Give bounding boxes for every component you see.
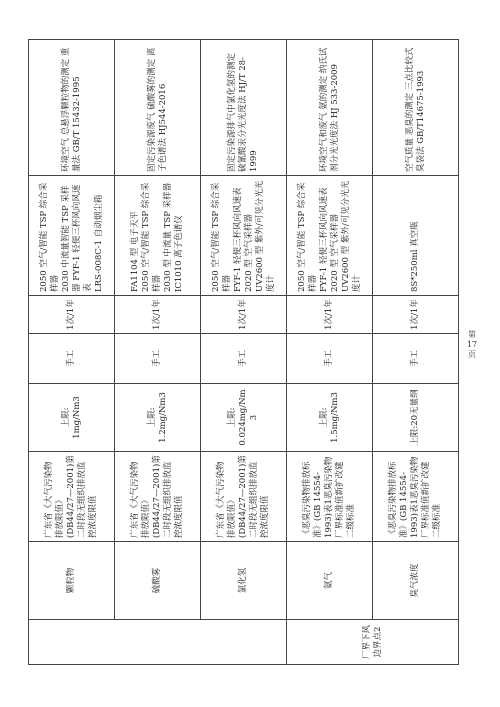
instrument-cell: 2050 空气/智能 TSP 综合采样器 FYF-1 轻便三杯风向风速表 2020 型 空气采样器 UV2600 型 紫外/可见分光光度计	[201, 176, 287, 296]
frequency-cell: 1次/1年	[115, 296, 201, 334]
frequency-cell: 1次/1年	[201, 296, 287, 334]
standard-cell: 《恶臭污染物排放标准》(GB 14554-1993)表1恶臭污染物厂界标准值新扩改建二级标准	[373, 452, 459, 542]
table-row	[29, 40, 115, 665]
limit-cell: 上限: 0.024mg/Nm3	[201, 384, 287, 452]
limit-cell: 上限:20无量纲	[373, 384, 459, 452]
rotated-table-container	[28, 40, 458, 665]
standard-cell: 《恶臭污染物排放标准》(GB 14554-1993)表1恶臭污染物厂界标准值新扩改建二级标准	[287, 452, 373, 542]
table-row	[373, 40, 459, 665]
location-cell: 厂界下风边界点2	[287, 620, 459, 665]
method-cell: 手工	[373, 334, 459, 384]
standard-cell: 广东省《大气污染物排放限值》(DB44/27—2001)第二时段无组织排放监控浓度限值	[201, 452, 287, 542]
frequency-cell: 1次/1年	[373, 296, 459, 334]
table-row	[201, 40, 287, 665]
analysis-cell: 固定污染源排气中氯化氢的测定 硫氰酸汞分光光度法 HJ/T 28-1999	[201, 40, 287, 176]
limit-cell: 上限: 1mg/Nm3	[29, 384, 115, 452]
table-row	[287, 40, 373, 665]
frequency-cell: 1次/1年	[29, 296, 115, 334]
item-cell: 氯化氢	[201, 542, 287, 620]
location-cell	[29, 620, 287, 665]
standard-cell: 广东省《大气污染物排放限值》(DB44/27—2001)第二时段无组织排放监控浓度限值	[115, 452, 201, 542]
instrument-cell: 2050 空气/智能 TSP 综合采样器 2030 中流量智能 TSP 采样器 FYF-1 轻便三杯风向风速表 LRS-008C-1 自动烟尘箱	[29, 176, 115, 296]
method-cell: 手工	[29, 334, 115, 384]
monitoring-table-page	[28, 40, 458, 665]
standard-cell: 广东省《大气污染物排放限值》(DB44/27—2001)第二时段无组织排放监控浓度限值	[29, 452, 115, 542]
instrument-cell: 2050 空气/智能 TSP 综合采样器 FYF-1 轻便三杯风向风速表 2020 型 空气采样器 UV2600 型 紫外/可见分光光度计	[287, 176, 373, 296]
method-cell: 手工	[201, 334, 287, 384]
item-cell: 氨气	[287, 542, 373, 620]
analysis-cell: 环境空气 总悬浮颗粒物的测定 重量法 GB/T 15432-1995	[29, 40, 115, 176]
limit-cell: 上限: 1.2mg/Nm3	[115, 384, 201, 452]
instrument-cell: FA1104 型 电子天平 2050 空气/智能 TSP 综合采样器 2030 型 中流量 TSP 采样器 IC1010 离子色谱仪	[115, 176, 201, 296]
item-cell: 硫酸雾	[115, 542, 201, 620]
frequency-cell: 1次/1年	[287, 296, 373, 334]
analysis-cell: 空气质量 恶臭的测定 三点比较式臭袋法 GB/T14675-1993	[373, 40, 459, 176]
method-cell: 手工	[287, 334, 373, 384]
analysis-cell: 环境空气和废气 氨的测定 纳氏试剂分光光度法 HJ 533-2009	[287, 40, 373, 176]
table-row	[115, 40, 201, 665]
page-number: 第 17 页	[466, 330, 478, 359]
monitoring-table	[28, 39, 459, 665]
item-cell: 臭气浓度	[373, 542, 459, 620]
method-cell: 手工	[115, 334, 201, 384]
item-cell: 颗粒物	[29, 542, 115, 620]
instrument-cell: 8S*250ml 真空瓶	[373, 176, 459, 296]
limit-cell: 上限: 1.5mg/Nm3	[287, 384, 373, 452]
analysis-cell: 固定污染源废气 硫酸雾的测定 离子色谱法 HJ544-2016	[115, 40, 201, 176]
